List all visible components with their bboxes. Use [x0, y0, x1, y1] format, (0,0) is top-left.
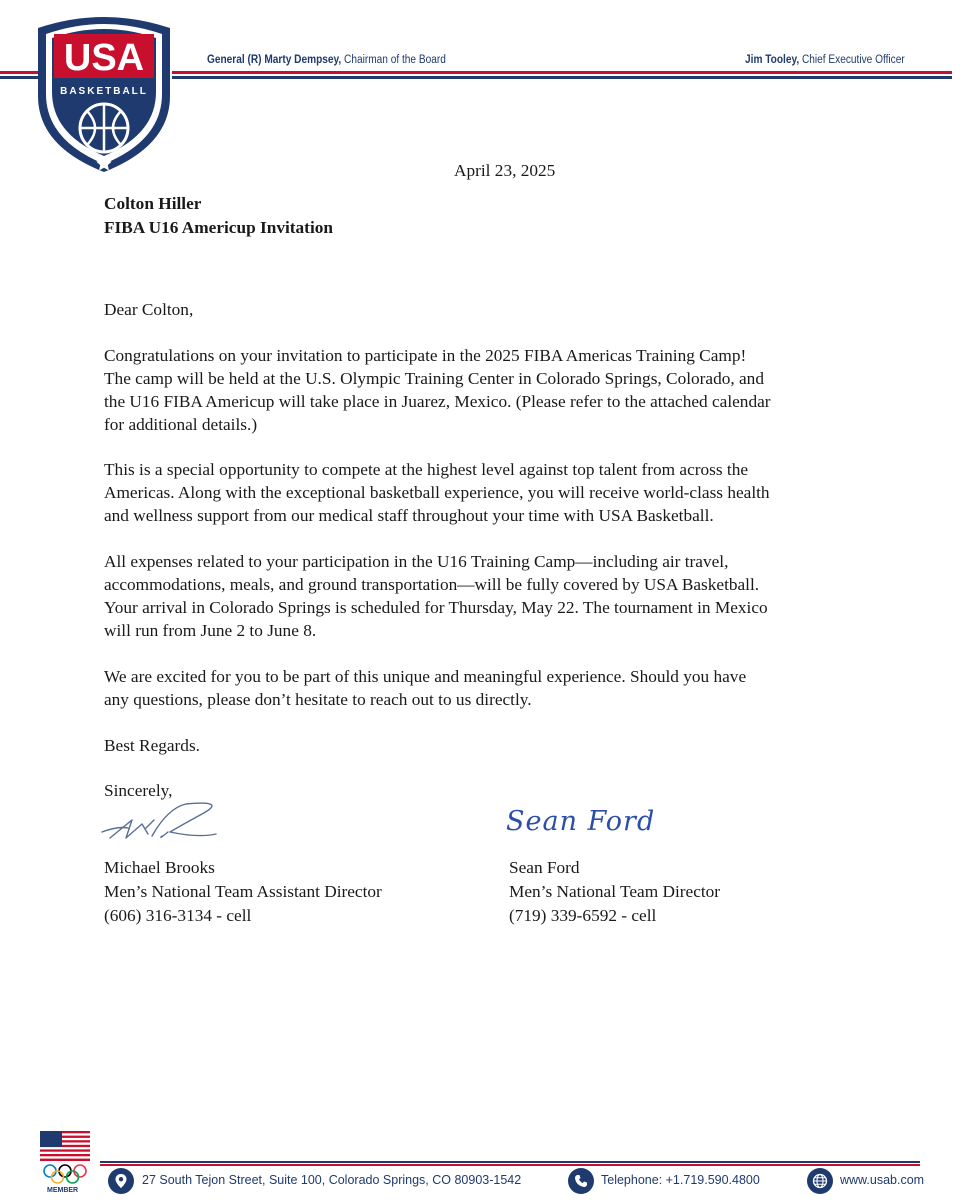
paragraph-line: Congratulations on your invitation to participate in the 2025 FIBA Americas Training Camp! [104, 346, 747, 365]
best-regards: Best Regards. [104, 736, 200, 755]
ceo-title: Chief Executive Officer [799, 54, 905, 66]
footer-address: 27 South Tejon Street, Suite 100, Colorado Springs, CO 80903-1542 [142, 1173, 522, 1187]
paragraph-4 [104, 665, 864, 711]
paragraph-line: All expenses related to your participation in the U16 Training Camp—including air travel, [104, 552, 729, 571]
telephone-icon [568, 1168, 594, 1194]
recipient-name: Colton Hiller [104, 194, 202, 213]
paragraph-line: for additional details.) [104, 415, 258, 434]
usa-basketball-logo [30, 6, 178, 176]
paragraph-line: the U16 FIBA Americup will take place in Juarez, Mexico. (Please refer to the attached calendar [104, 392, 771, 411]
paragraph-line: accommodations, meals, and ground transportation—will be fully covered by USA Basketball. [104, 575, 760, 594]
logo-basketball-text: BASKETBALL [60, 86, 148, 97]
footer-stripe-navy [100, 1161, 920, 1163]
signer-1-name: Michael Brooks [104, 858, 215, 877]
sean-ford-signature: Sean Ford [506, 806, 656, 837]
logo-usa-text: USA [63, 37, 145, 79]
footer-website: www.usab.com [840, 1173, 925, 1187]
paragraph-line: any questions, please don’t hesitate to reach out to us directly. [104, 690, 532, 709]
location-pin-icon [108, 1168, 134, 1194]
globe-icon [807, 1168, 833, 1194]
paragraph-line: Your arrival in Colorado Springs is scheduled for Thursday, May 22. The tournament in Mexico [104, 598, 768, 617]
ceo-credit [745, 54, 905, 66]
signer-2-phone: (719) 339-6592 - cell [509, 906, 657, 925]
olympic-rings-icon [42, 1163, 88, 1185]
salutation: Dear Colton, [104, 300, 194, 319]
paragraph-line: will run from June 2 to June 8. [104, 621, 317, 640]
paragraph-1 [104, 344, 864, 436]
signer-1-title: Men’s National Team Assistant Director [104, 882, 382, 901]
paragraph-line: We are excited for you to be part of this unique and meaningful experience. Should you have [104, 667, 747, 686]
paragraph-2 [104, 458, 864, 527]
paragraph-line: and wellness support from our medical staff throughout your time with USA Basketball. [104, 506, 714, 525]
paragraph-line: This is a special opportunity to compete at the highest level against top talent from across the [104, 460, 749, 479]
footer-stripe-red [100, 1164, 920, 1166]
ceo-name: Jim Tooley, [745, 54, 800, 66]
us-flag-icon [40, 1131, 90, 1161]
paragraph-line: Americas. Along with the exceptional basketball experience, you will receive world-class health [104, 483, 770, 502]
letter-subject: FIBA U16 Americup Invitation [104, 218, 333, 237]
member-label: MEMBER [47, 1187, 79, 1194]
header-stripe-navy [172, 76, 952, 79]
signer-1-phone: (606) 316-3134 - cell [104, 906, 252, 925]
paragraph-3 [104, 550, 864, 642]
chairman-credit [207, 54, 446, 66]
footer-telephone: Telephone: +1.719.590.4800 [601, 1173, 760, 1187]
header-stripe-red [172, 71, 952, 74]
letter-date: April 23, 2025 [454, 161, 556, 180]
paragraph-line: The camp will be held at the U.S. Olympic Training Center in Colorado Springs, Colorado, and [104, 369, 764, 388]
chairman-title: Chairman of the Board [341, 54, 446, 66]
signer-2-name: Sean Ford [509, 858, 580, 877]
sincerely: Sincerely, [104, 781, 173, 800]
signer-2-title: Men’s National Team Director [509, 882, 721, 901]
chairman-name: General (R) Marty Dempsey, [207, 54, 342, 66]
michael-brooks-signature [98, 798, 238, 848]
